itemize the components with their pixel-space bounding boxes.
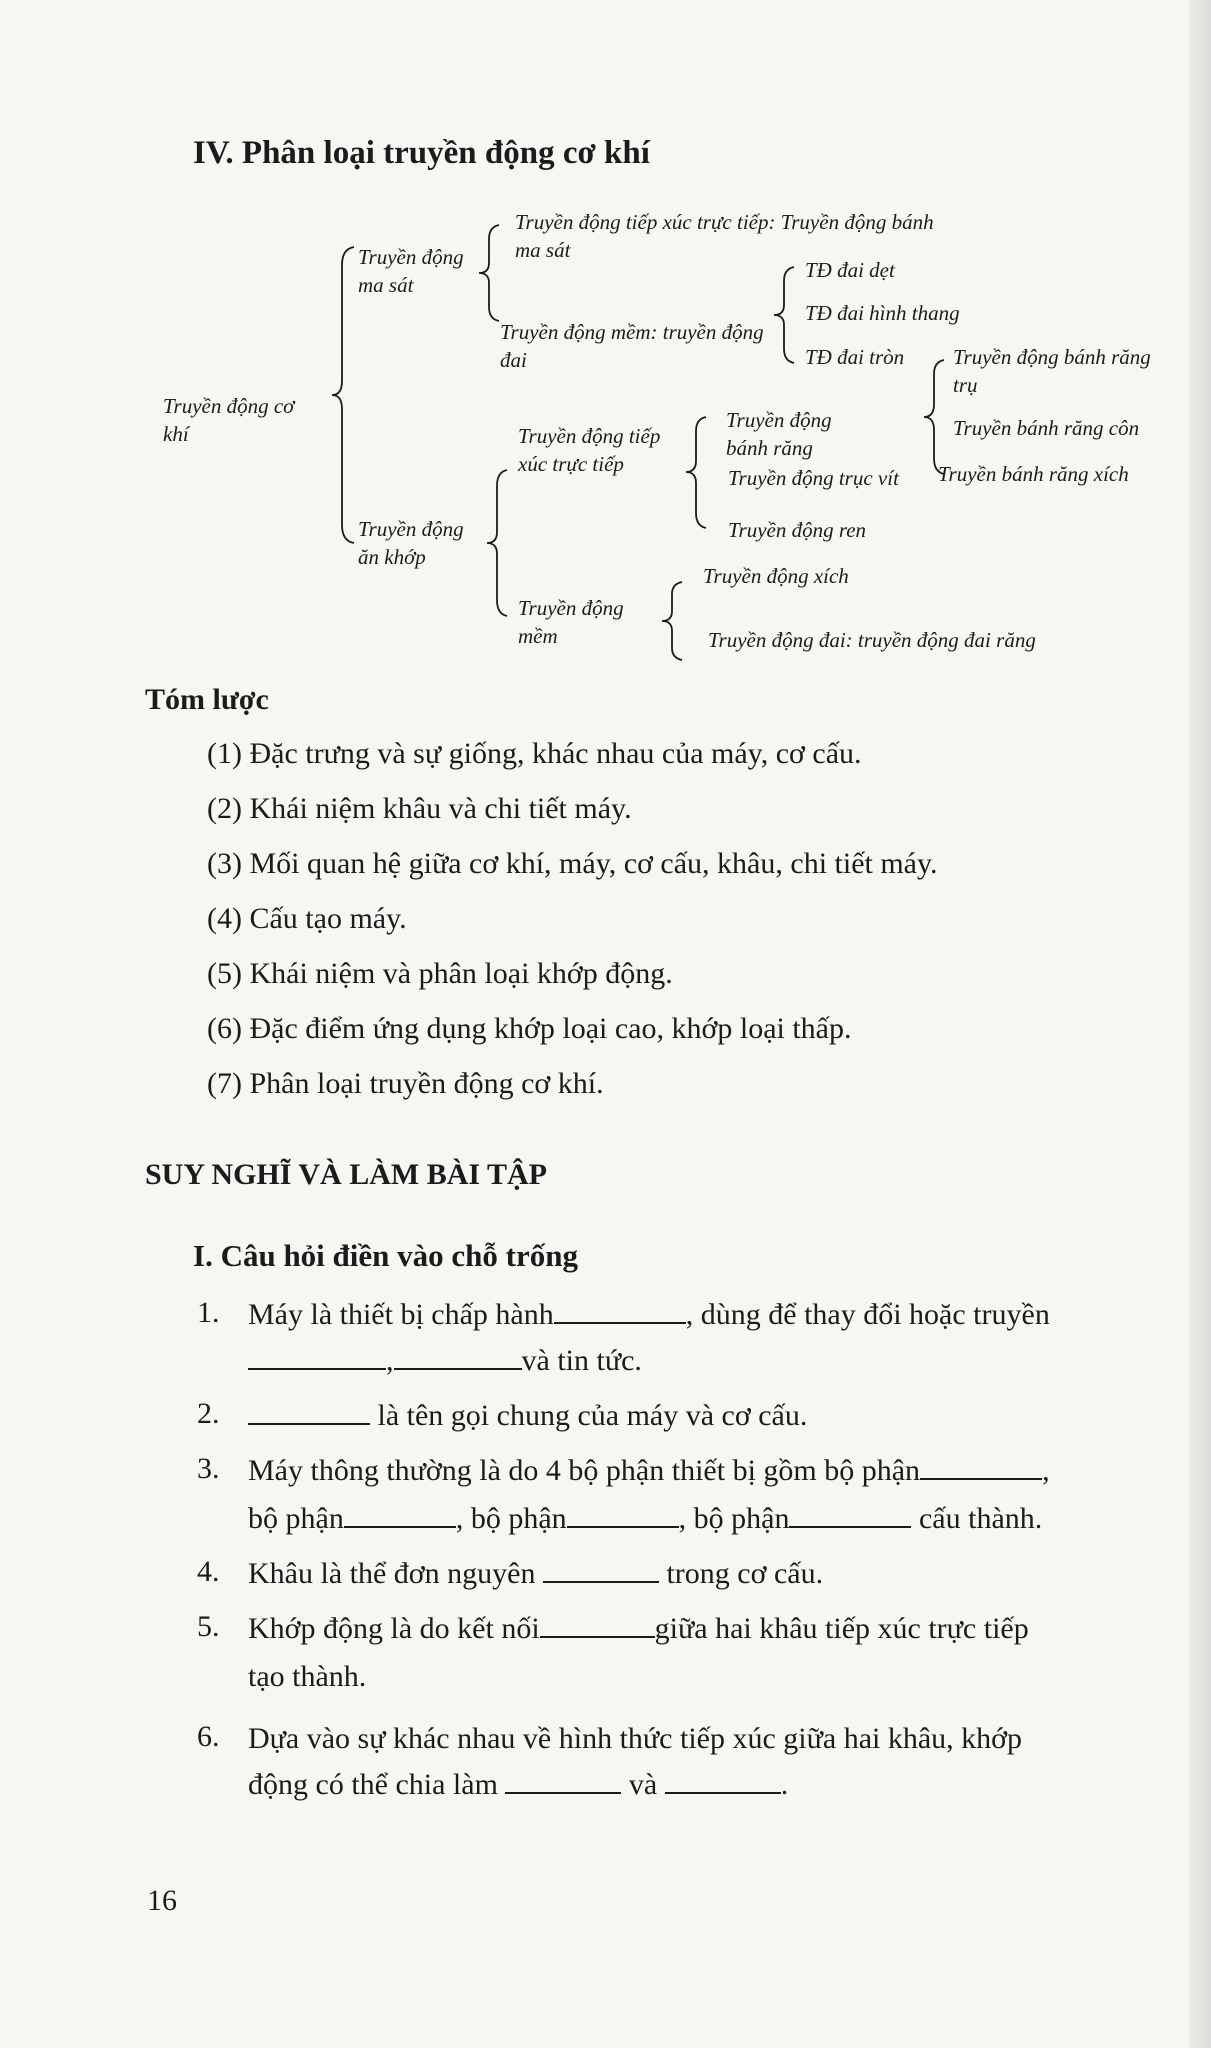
q1-blank-2[interactable] xyxy=(248,1341,386,1370)
diagram-tiep-xuc-ma-sat: Truyền động tiếp xúc trực tiếp: Truyền động bánh ma sát xyxy=(515,210,934,262)
q6-blank-2[interactable] xyxy=(665,1765,781,1794)
q3-text: Máy thông thường là do 4 bộ phận thiết bị gồm bộ phận xyxy=(248,1454,921,1487)
summary-item: (7) Phân loại truyền động cơ khí. xyxy=(207,1067,604,1100)
summary-heading: Tóm lược xyxy=(145,683,269,716)
diagram-truc-vit: Truyền động trục vít xyxy=(728,466,899,490)
q3-text-3: , bộ phận xyxy=(455,1502,567,1535)
diagram-dai-rang: Truyền động đai: truyền động đai răng xyxy=(708,628,1036,652)
diagram-mem: Truyền động mềm xyxy=(518,596,624,648)
q6-text-2: động có thể chia làm xyxy=(248,1768,498,1801)
q4-text: Khâu là thể đơn nguyên xyxy=(248,1557,536,1590)
mem-brace xyxy=(658,580,688,662)
q1-blank-1[interactable] xyxy=(554,1295,686,1324)
exercises-heading: SUY NGHĨ VÀ LÀM BÀI TẬP xyxy=(145,1158,547,1191)
q1-comma: , xyxy=(386,1344,394,1377)
q5-text-3: tạo thành. xyxy=(248,1660,367,1693)
q3-blank-3[interactable] xyxy=(567,1499,679,1528)
summary-item: (6) Đặc điểm ứng dụng khớp loại cao, khớp loại thấp. xyxy=(207,1012,852,1045)
diagram-ren: Truyền động ren xyxy=(728,518,867,542)
diagram-banh-rang-con: Truyền bánh răng côn xyxy=(953,416,1140,440)
question-number: 5. xyxy=(197,1610,220,1643)
summary-item: (4) Cấu tạo máy. xyxy=(207,902,407,935)
q1-text-2: , dùng để thay đổi hoặc truyền xyxy=(685,1298,1050,1331)
q2-text: là tên gọi chung của máy và cơ cấu. xyxy=(377,1399,808,1432)
ma-sat-brace xyxy=(475,223,505,323)
summary-item: (1) Đặc trưng và sự giống, khác nhau của máy, cơ cấu. xyxy=(207,737,862,770)
q6-text-3: và xyxy=(628,1768,658,1801)
diagram-xich: Truyền động xích xyxy=(703,564,849,588)
question-number: 6. xyxy=(197,1720,220,1753)
q3-text-5: cấu thành. xyxy=(918,1502,1043,1535)
q3-blank-2[interactable] xyxy=(344,1499,456,1528)
q6-text: Dựa vào sự khác nhau về hình thức tiếp xúc giữa hai khâu, khớp xyxy=(248,1722,1023,1755)
q4-blank-1[interactable] xyxy=(543,1554,659,1583)
q1-blank-3[interactable] xyxy=(394,1341,522,1370)
diagram-banh-rang-tru: Truyền động bánh răng trụ xyxy=(953,345,1151,397)
dai-brace xyxy=(770,265,800,365)
question-number: 1. xyxy=(197,1296,220,1329)
exercises-subheading: I. Câu hỏi điền vào chỗ trống xyxy=(193,1238,578,1273)
banh-rang-brace xyxy=(920,358,950,476)
an-khop-brace xyxy=(483,468,513,618)
diagram-dai-hinh-thang: TĐ đai hình thang xyxy=(805,301,960,325)
page-edge xyxy=(1189,0,1211,2048)
root-brace xyxy=(330,245,360,545)
q4-text-2: trong cơ cấu. xyxy=(666,1557,824,1590)
diagram-banh-rang: Truyền động bánh răng xyxy=(726,408,832,460)
tiep-xuc-brace xyxy=(682,415,712,530)
summary-item: (2) Khái niệm khâu và chi tiết máy. xyxy=(207,792,632,825)
q3-blank-4[interactable] xyxy=(789,1499,911,1528)
q6-blank-1[interactable] xyxy=(505,1765,621,1794)
q2-blank-1[interactable] xyxy=(248,1396,370,1425)
section-heading: IV. Phân loại truyền động cơ khí xyxy=(193,135,650,171)
q5-blank-1[interactable] xyxy=(540,1609,655,1638)
q1-text-3: và tin tức. xyxy=(521,1344,642,1377)
diagram-root: Truyền động cơ khí xyxy=(163,394,295,446)
diagram-an-khop: Truyền động ăn khớp xyxy=(358,517,464,569)
summary-item: (5) Khái niệm và phân loại khớp động. xyxy=(207,957,673,990)
q3-text-4: , bộ phận xyxy=(678,1502,790,1535)
diagram-mem-ma-sat: Truyền động mềm: truyền động đai xyxy=(500,320,764,372)
diagram-tiep-xuc: Truyền động tiếp xúc trực tiếp xyxy=(518,424,661,476)
summary-item: (3) Mối quan hệ giữa cơ khí, máy, cơ cấu, khâu, chi tiết máy. xyxy=(207,847,938,880)
q3-text-2: bộ phận xyxy=(248,1502,344,1535)
q5-text-2: giữa hai khâu tiếp xúc trực tiếp xyxy=(654,1612,1029,1645)
page-number: 16 xyxy=(147,1884,177,1917)
diagram-banh-rang-xich: Truyền bánh răng xích xyxy=(938,462,1129,486)
diagram-ma-sat: Truyền động ma sát xyxy=(358,245,464,297)
diagram-dai-det: TĐ đai dẹt xyxy=(805,258,895,282)
question-number: 3. xyxy=(197,1452,220,1485)
question-number: 2. xyxy=(197,1397,220,1430)
q3-blank-1[interactable] xyxy=(920,1451,1042,1480)
q1-text: Máy là thiết bị chấp hành xyxy=(248,1298,554,1331)
diagram-dai-tron: TĐ đai tròn xyxy=(805,345,905,369)
q6-period: . xyxy=(780,1768,789,1801)
question-number: 4. xyxy=(197,1555,220,1588)
q5-text: Khớp động là do kết nối xyxy=(248,1612,540,1645)
q3-comma: , xyxy=(1042,1454,1050,1487)
